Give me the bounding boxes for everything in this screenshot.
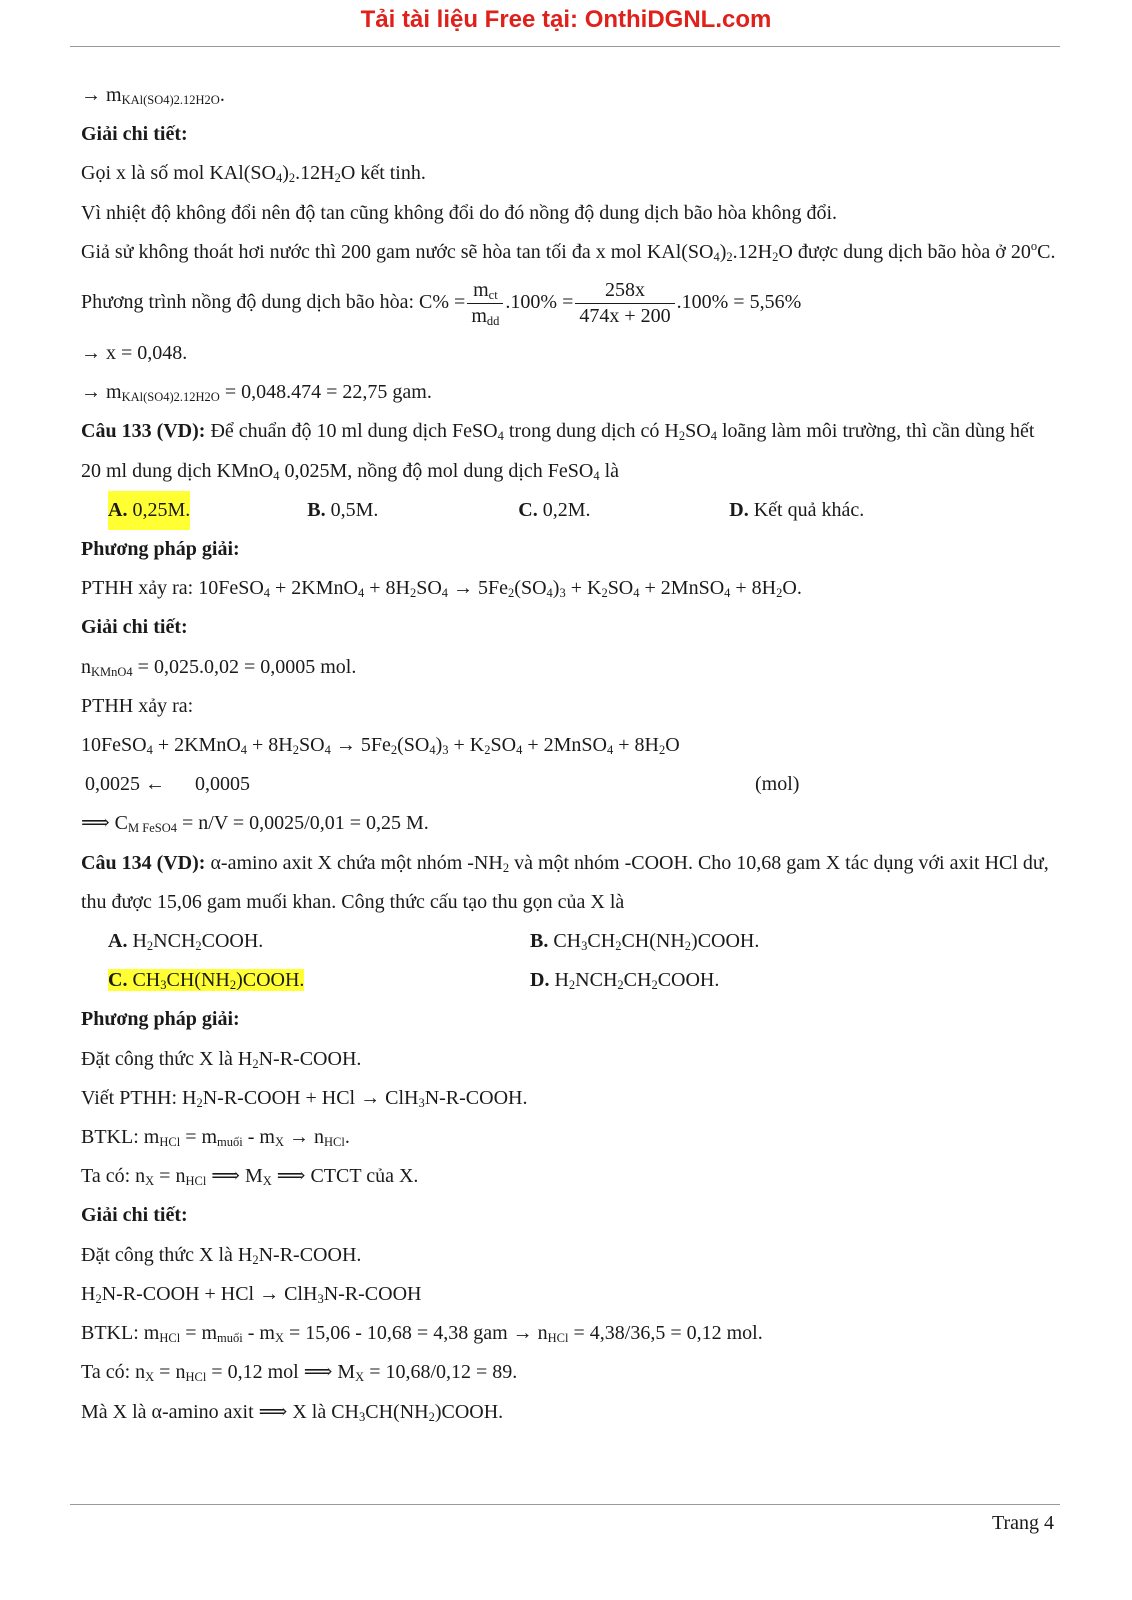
method-heading: Phương pháp giải: (81, 538, 240, 561)
option-b: B. $CH_3CH_2CH(NH_2)COOH$. (530, 930, 760, 954)
detail-heading: Giải chi tiết: (81, 616, 188, 639)
prev-line: → $m_{KAl(SO4)2.12H2O} = 0,048.474 = 22,75$ gam. (81, 381, 432, 405)
detail-line: Đặt công thức X là $H_2N-R$-COOH. (81, 1243, 362, 1267)
fraction-mct-mdd: $\frac{m_{ct}}{m_{dd}}$ (467, 278, 503, 329)
options-134-row1 (81, 922, 1056, 961)
option-a: A. 0,25M. (108, 491, 190, 530)
option-d: D. Kết quả khác. (729, 498, 865, 521)
option-a: A. $H_2NCH_2COOH$. (108, 930, 264, 954)
options-134-row2 (81, 961, 1056, 1000)
site-banner: Tải tài liệu Free tại: OnthiDGNL.com (360, 6, 772, 33)
question-133: Câu 133 (VD): Để chuẩn độ 10 ml dung dịch FeSO$_4$ trong dung dịch có $H_2SO_4$ loãng làm môi trường, thì cần dùng hết 20 ml dung dịch KMnO$_4$ 0,025M, nồng độ mol dung dịch FeSO$_4$ là (81, 420, 1035, 483)
option-d: D. $H_2NCH_2CH_2COOH$. (530, 969, 720, 993)
prev-line: Vì nhiệt độ không đổi nên độ tan cũng không đổi do đó nồng độ dung dịch bão hòa không đổi. (81, 201, 838, 224)
prev-line: → x = 0,048. (81, 342, 188, 365)
reaction-line: 10FeSO$_4$ + 2KMnO$_4$ + $8H_2SO_4 \to 5Fe_2(SO_4)_3 + K_2SO_4$ + 2MnSO$_4$ + $8H_2O$ (81, 734, 680, 758)
method-line: Ta có: $n_X = n_{HCl}$ ⟹ $M_X$ ⟹ CTCT của X. (81, 1165, 419, 1189)
reaction-line: PTHH xảy ra: 10FeSO$_4$ + 2KMnO$_4$ + $8H_2SO_4 \to 5Fe_2(SO_4)_3 + K_2SO_4$ + 2MnSO$_4$ + $8H_2O$. (81, 577, 802, 601)
option-c: C. 0,2M. (518, 498, 591, 521)
page-number: Trang 4 (991, 1512, 1054, 1534)
reaction-label: PTHH xảy ra: (81, 694, 194, 717)
detail-line: $H_2N-R$-COOH + HCl → ClH$_3$N-R-COOH (81, 1282, 422, 1306)
prev-paragraph: Giả sử không thoát hơi nước thì 200 gam nước sẽ hòa tan tối đa x mol $KAl(SO_4)_2.12H_2O$ được dung dịch bão hòa ở 20$^o$C. (81, 238, 1056, 264)
moles-kmno4: $n_{KMnO4} = 0,025.0,02 = 0,0005$ mol. (81, 655, 357, 679)
method-line: Viết PTHH: $H_2N-R$-COOH + HCl → ClH$_3$N-R-COOH. (81, 1086, 528, 1110)
method-line: BTKL: $m_{HCl} = m_{muối} - m_X \to n_{HCl}$. (81, 1126, 350, 1150)
method-line: Đặt công thức X là $H_2N-R$-COOH. (81, 1047, 362, 1071)
mole-ratio-line: 0,0025 ← 0,0005 (mol) (85, 773, 800, 796)
options-133 (81, 491, 1056, 530)
prev-line: Gọi x là số mol $KAl(SO_4)_2.12H_2O$ kết tinh. (81, 162, 426, 186)
header-divider (70, 46, 1060, 47)
concentration-result: ⟹ $C_{M FeSO4} = n/V = 0,0025/0,01 = 0,25$ M. (81, 812, 429, 836)
detail-line: Mà X là α-amino axit ⟹ X là $CH_3CH(NH_2)COOH$. (81, 1400, 504, 1424)
footer-divider (70, 1504, 1060, 1505)
option-c: C. $CH_3CH(NH_2)COOH$. (108, 969, 305, 993)
document-body (81, 76, 1056, 1432)
option-b: B. 0,5M. (307, 498, 379, 521)
detail-heading: Giải chi tiết: (81, 1204, 188, 1227)
question-134: Câu 134 (VD): α-amino axit X chứa một nhóm $-NH_2$ và một nhóm -COOH. Cho 10,68 gam X tác dụng với axit HCl dư, thu được 15,06 gam muối khan. Công thức cấu tạo thu gọn của X là (81, 851, 1049, 913)
detail-heading: Giải chi tiết: (81, 123, 188, 146)
concentration-equation: Phương trình nồng độ dung dịch bão hòa: C% = $\frac{m_{ct}}{m_{dd}}$ .100% = $\frac{258x}{474x + 200}$ .100% = 5,56% (81, 278, 802, 328)
method-heading: Phương pháp giải: (81, 1008, 240, 1031)
detail-line: BTKL: $m_{HCl} = m_{muối} - m_X = 15,06 - 10,68 = 4,38$ gam → $n_{HCl} = 4,38/36,5 = 0,12$ mol. (81, 1322, 763, 1346)
prev-result-line: → $m_{KAl(SO4)2.12H2O}$. (81, 84, 225, 107)
detail-line: Ta có: $n_X = n_{HCl} = 0,12$ mol ⟹ $M_X = 10,68/0,12 = 89$. (81, 1361, 518, 1385)
fraction-258x: $\frac{258x}{474x + 200}$ (575, 278, 674, 329)
